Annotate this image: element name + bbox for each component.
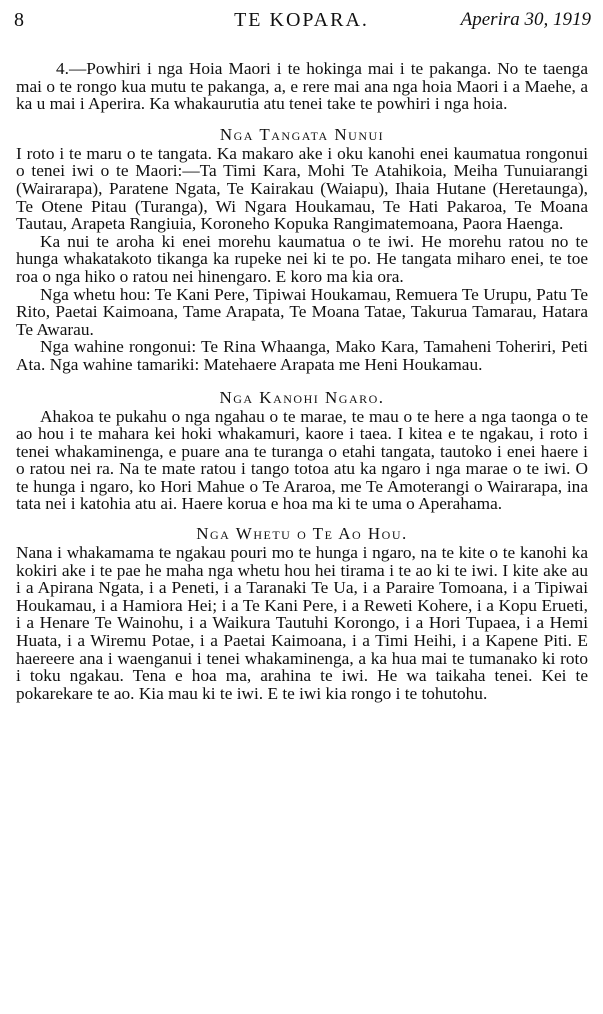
- paragraph-elders-aroha: Ka nui te aroha ki enei morehu kaumatua o te iwi. He morehu ratou no te hunga whakatakoto tikanga ka rupeke nei ki te po. He tangata miharo enei, te toe roa o nga hiko o ratou nei hinengaro. E koro ma kia ora.: [16, 231, 588, 286]
- paragraph-new-world-stars: Nana i whakamama te ngakau pouri mo te hunga i ngaro, na te kite o te kanohi ka kokiri ake i te pae he maha nga whetu hou hei tirama i te ao ki te iwi. I kite ake au i a Apirana Ngata, i a Peneti, i a Taranaki Te Ua, i a Paraire Tomoana, i a Tipiwai Houkamau, i a Hamiora Hei; i a Te Kani Pere, i a Reweti Kohere, i a Kopu Erueti, i a Henare Te Wainohu, i a Waikura Tautuhi Korongo, i a Hori Tupaea, i a Hemi Huata, i a Wiremu Potae, i a Paetai Kaimoana, i a Timi Heihi, i a Kapene Piti. E haereere ana i waenganui i tenei whakaminenga, a ka hua mai te tumanako ki roto i toku ngakau. Tena e hoa ma, arahina te iwi. He wa taikaha tenei. Kei te pokarekare te ao. Kia mau ki te iwi. E te iwi kia rongo i te tohutohu.: [16, 543, 588, 703]
- publication-title: TE KOPARA.: [234, 9, 369, 31]
- paragraph-new-stars: Nga whetu hou: Te Kani Pere, Tipiwai Houkamau, Remuera Te Urupu, Patu Te Rito, Paetai Kaimoana, Tame Arapata, Te Moana Tatae, Takurua Tamarau, Hatara Te Awarau.: [16, 284, 588, 339]
- issue-date: Aperira 30, 1919: [460, 9, 591, 30]
- paragraph-welcome-soldiers: 4.—Powhiri i nga Hoia Maori i te hokinga mai i te pakanga. No te taenga mai o te rongo kua mutu te pakanga, a, e rere mai ana nga hoia Maori i a Maehe, a ka u mai i Aperira. Ka whakaurutia atu tenei take te powhiri i nga hoia.: [16, 59, 588, 114]
- page-header: [8, 6, 595, 34]
- section-heading-new-world-stars: Nga Whetu o Te Ao Hou.: [196, 524, 408, 544]
- paragraph-women: Nga wahine rongonui: Te Rina Whaanga, Mako Kara, Tamaheni Toheriri, Peti Ata. Nga wahine tamariki: Matehaere Arapata me Heni Houkamau.: [16, 337, 588, 374]
- section-heading-elders: Nga Tangata Nunui: [219, 124, 385, 144]
- section-heading-lost-faces: Nga Kanohi Ngaro.: [219, 387, 385, 407]
- page-number: 8: [14, 9, 24, 31]
- paragraph-elders-list: I roto i te maru o te tangata. Ka makaro ake i oku kanohi enei kaumatua rongonui o tenei iwi o te Maori:—Ta Timi Kara, Mohi Te Atahikoia, Meiha Tunuiarangi (Wairarapa), Paratene Ngata, Te Kairakau (Waiapu), Ihaia Hutane (Heretaunga), Te Otene Pitau (Turanga), Wi Ngara Houkamau, Te Hati Pakaroa, Te Moana Tautau, Arapeta Rangiuia, Koroneho Kopuka Rangimatemoana, Paora Haenga.: [16, 143, 588, 234]
- paragraph-lost-faces: Ahakoa te pukahu o nga ngahau o te marae, te mau o te here a nga taonga o te ao hou i te mahara kei hoki whakamuri, kaore i taea. I kitea e te ngakau, i roto i tenei whakaminenga, e puare ana te turanga o etahi tangata, tautoko i enei haere i o ratou nei ra. Na te mate ratou i tango totoa atu ka ngaro i nga marae o te iwi. O te hunga i ngaro, ko Hori Mahue o Te Araroa, me Te Amoterangi o Wairarapa, ina tata nei i katohia atu ai. Haere korua e hoa ma ki te uma o Aperahama.: [16, 406, 588, 514]
- article-body: [16, 60, 588, 702]
